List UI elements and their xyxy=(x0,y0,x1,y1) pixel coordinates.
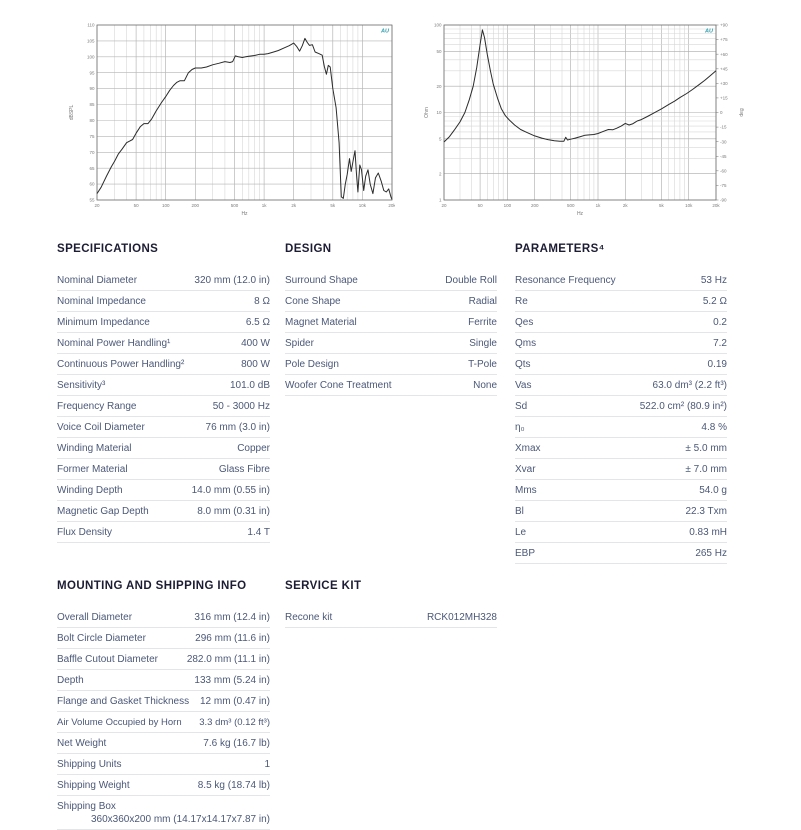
spec-row-label: Depth xyxy=(57,675,84,686)
spec-row-label: Xmax xyxy=(515,443,541,454)
svg-text:100: 100 xyxy=(86,54,95,60)
spec-row-value: Glass Fibre xyxy=(218,464,270,475)
spec-row xyxy=(285,607,497,628)
parameters-table xyxy=(515,270,727,564)
spec-row xyxy=(515,543,727,564)
spec-row-label: η₀ xyxy=(515,422,525,433)
spec-row-value: 8.5 kg (18.74 lb) xyxy=(197,780,270,791)
service-kit-table xyxy=(285,607,497,628)
spec-row xyxy=(57,501,270,522)
spec-row-label: Winding Material xyxy=(57,443,132,454)
spec-row-label: Bolt Circle Diameter xyxy=(57,633,146,644)
svg-text:500: 500 xyxy=(230,203,239,208)
spec-row-value: 0.2 xyxy=(713,317,727,328)
spec-row xyxy=(57,312,270,333)
frequency-response-plot xyxy=(60,10,395,218)
section-parameters xyxy=(515,243,727,564)
svg-text:2: 2 xyxy=(438,171,442,177)
svg-text:105: 105 xyxy=(86,38,95,44)
section-title-parameters: PARAMETERS⁴ xyxy=(515,243,605,255)
spec-row-value: 0.19 xyxy=(707,359,727,370)
svg-text:-90: -90 xyxy=(720,197,727,203)
svg-text:20k: 20k xyxy=(388,203,395,208)
frequency-response-chart xyxy=(60,10,395,218)
chart-logo: AU xyxy=(381,28,389,35)
svg-text:2k: 2k xyxy=(622,203,628,208)
svg-text:65: 65 xyxy=(89,165,95,171)
spec-row xyxy=(515,480,727,501)
spec-row-value: 320 mm (12.0 in) xyxy=(194,275,270,286)
spec-row xyxy=(57,396,270,417)
spec-row-label: Frequency Range xyxy=(57,401,137,412)
spec-row-value: 282.0 mm (11.1 in) xyxy=(186,654,270,665)
specifications-table xyxy=(57,270,270,543)
spec-row xyxy=(57,480,270,501)
svg-text:+60: +60 xyxy=(720,51,728,57)
spec-row xyxy=(285,333,497,354)
spec-row-label: Magnet Material xyxy=(285,317,357,328)
impedance-plot xyxy=(420,10,755,218)
svg-text:55: 55 xyxy=(89,197,95,203)
svg-text:-45: -45 xyxy=(720,153,727,159)
spec-row xyxy=(57,670,270,691)
spec-row-value: 800 W xyxy=(241,359,270,370)
section-title-specifications: SPECIFICATIONS xyxy=(57,243,159,255)
spec-row xyxy=(57,522,270,543)
section-mounting-shipping xyxy=(57,580,270,830)
spec-row-value: 8.0 mm (0.31 in) xyxy=(197,506,270,517)
svg-text:0: 0 xyxy=(720,110,723,116)
spec-row-label: Air Volume Occupied by Horn xyxy=(57,717,182,728)
spec-row-value: 133 mm (5.24 in) xyxy=(194,675,270,686)
spec-row-value: Radial xyxy=(468,296,497,307)
spec-row xyxy=(57,628,270,649)
spec-row-value: 296 mm (11.6 in) xyxy=(195,633,270,644)
svg-text:Hz: Hz xyxy=(241,211,248,217)
svg-text:1k: 1k xyxy=(595,203,601,208)
spec-row xyxy=(285,375,497,396)
spec-row xyxy=(57,354,270,375)
spec-row xyxy=(57,607,270,628)
svg-text:500: 500 xyxy=(566,203,575,208)
svg-text:-60: -60 xyxy=(720,168,727,174)
spec-row-value: 6.5 Ω xyxy=(245,317,270,328)
spec-row-value: 53 Hz xyxy=(700,275,727,286)
spec-row-value: 8 Ω xyxy=(254,296,270,307)
spec-row xyxy=(57,754,270,775)
spec-row xyxy=(515,291,727,312)
spec-row xyxy=(57,459,270,480)
spec-row xyxy=(515,438,727,459)
svg-text:100: 100 xyxy=(161,203,170,208)
svg-text:50: 50 xyxy=(477,203,483,208)
spec-row xyxy=(515,459,727,480)
spec-row-value: 4.8 % xyxy=(701,422,727,433)
spec-row-label: Continuous Power Handling² xyxy=(57,359,185,370)
spec-row-value: 0.83 mH xyxy=(689,527,727,538)
spec-row-label: Resonance Frequency xyxy=(515,275,616,286)
spec-row-label: Magnetic Gap Depth xyxy=(57,506,149,517)
spec-row-label: EBP xyxy=(515,548,536,559)
spec-row xyxy=(57,691,270,712)
spec-row-value: None xyxy=(473,380,497,391)
chart-logo: AU xyxy=(705,28,713,35)
spec-row xyxy=(57,712,270,733)
svg-text:deg: deg xyxy=(739,108,745,117)
spec-row-label: Cone Shape xyxy=(285,296,341,307)
svg-text:1: 1 xyxy=(438,197,442,203)
svg-text:20: 20 xyxy=(441,203,447,208)
spec-row xyxy=(515,522,727,543)
svg-text:+45: +45 xyxy=(720,66,728,72)
spec-row-label: Shipping Units xyxy=(57,759,122,770)
spec-row-value: 1.4 T xyxy=(247,527,270,538)
spec-row-value: 22.3 Txm xyxy=(685,506,727,517)
svg-text:10: 10 xyxy=(436,110,442,116)
section-design xyxy=(285,243,497,396)
spec-row-value: 5.2 Ω xyxy=(702,296,727,307)
spec-row xyxy=(515,375,727,396)
spec-row-label: Net Weight xyxy=(57,738,107,749)
spec-row-label: Shipping Box xyxy=(57,801,116,812)
spec-row-label: Flux Density xyxy=(57,527,113,538)
svg-text:+30: +30 xyxy=(720,80,728,86)
svg-text:Hz: Hz xyxy=(576,211,584,217)
spec-row-value: 522.0 cm² (80.9 in²) xyxy=(639,401,727,412)
spec-row-value: ± 5.0 mm xyxy=(685,443,727,454)
svg-text:10k: 10k xyxy=(358,203,367,208)
spec-row-value: 50 - 3000 Hz xyxy=(212,401,270,412)
spec-row-label: Qms xyxy=(515,338,537,349)
spec-row-label: Recone kit xyxy=(285,612,333,623)
spec-row-label: Flange and Gasket Thickness xyxy=(57,696,190,707)
spec-row-label: Xvar xyxy=(515,464,536,475)
spec-row-value: 14.0 mm (0.55 in) xyxy=(191,485,270,496)
svg-text:-30: -30 xyxy=(720,139,727,145)
svg-text:-15: -15 xyxy=(720,124,727,130)
section-title-design: DESIGN xyxy=(285,243,332,255)
svg-text:200: 200 xyxy=(191,203,200,208)
spec-row-value: T-Pole xyxy=(468,359,497,370)
svg-text:5k: 5k xyxy=(330,203,336,208)
spec-row-label: Sd xyxy=(515,401,528,412)
spec-row xyxy=(57,649,270,670)
spec-row-value: 3.3 dm³ (0.12 ft³) xyxy=(199,717,270,728)
spec-row xyxy=(515,312,727,333)
spec-row-label: Surround Shape xyxy=(285,275,358,286)
spec-row-value: Copper xyxy=(237,443,270,454)
spec-row xyxy=(515,354,727,375)
svg-text:85: 85 xyxy=(89,102,95,108)
spec-row-label: Overall Diameter xyxy=(57,612,133,623)
spec-row-value: ± 7.0 mm xyxy=(685,464,727,475)
section-title-service-kit: SERVICE KIT xyxy=(285,580,362,592)
spec-row-label: Vas xyxy=(515,380,532,391)
spec-row-label: Shipping Weight xyxy=(57,780,130,791)
svg-text:1k: 1k xyxy=(261,203,267,208)
frequency-response-curve xyxy=(97,38,392,199)
spec-row-label: Qts xyxy=(515,359,531,370)
spec-row xyxy=(285,312,497,333)
svg-text:5k: 5k xyxy=(659,203,664,208)
svg-text:10k: 10k xyxy=(685,203,693,208)
svg-text:200: 200 xyxy=(530,203,539,208)
spec-row-label: Le xyxy=(515,527,527,538)
svg-text:60: 60 xyxy=(89,181,95,187)
svg-text:2k: 2k xyxy=(291,203,297,208)
spec-row xyxy=(515,396,727,417)
spec-row-label: Spider xyxy=(285,338,314,349)
spec-row-value: Ferrite xyxy=(468,317,497,328)
spec-row xyxy=(285,354,497,375)
spec-row xyxy=(57,270,270,291)
spec-row xyxy=(57,333,270,354)
spec-row xyxy=(57,796,270,830)
spec-row-value: 101.0 dB xyxy=(229,380,270,391)
spec-row-label: Winding Depth xyxy=(57,485,123,496)
section-specifications xyxy=(57,243,270,543)
spec-row-label: Nominal Power Handling¹ xyxy=(57,338,171,349)
spec-row xyxy=(515,417,727,438)
svg-text:-75: -75 xyxy=(720,183,727,188)
spec-row-value: Single xyxy=(469,338,497,349)
svg-text:90: 90 xyxy=(89,86,95,92)
spec-row-value: Double Roll xyxy=(445,275,497,286)
spec-row xyxy=(57,291,270,312)
spec-row-label: Sensitivity³ xyxy=(57,380,106,391)
spec-row xyxy=(285,291,497,312)
spec-row-value: 316 mm (12.4 in) xyxy=(194,612,270,623)
spec-row-value: 76 mm (3.0 in) xyxy=(205,422,270,433)
spec-row xyxy=(57,775,270,796)
spec-row-value: 12 mm (0.47 in) xyxy=(199,696,270,707)
svg-text:75: 75 xyxy=(89,134,95,139)
spec-row xyxy=(515,270,727,291)
spec-row-label: Mms xyxy=(515,485,537,496)
spec-row xyxy=(515,333,727,354)
spec-row-label: Pole Design xyxy=(285,359,339,370)
spec-row xyxy=(57,438,270,459)
svg-text:70: 70 xyxy=(89,149,95,155)
spec-row-label: Bl xyxy=(515,506,524,517)
svg-text:20k: 20k xyxy=(712,203,720,208)
svg-text:Ohm: Ohm xyxy=(424,107,430,118)
spec-row-label: Former Material xyxy=(57,464,128,475)
svg-text:80: 80 xyxy=(89,118,95,124)
svg-text:110: 110 xyxy=(87,22,95,28)
svg-text:20: 20 xyxy=(436,83,442,89)
svg-text:+90: +90 xyxy=(720,22,728,28)
spec-row-label: Re xyxy=(515,296,528,307)
svg-text:95: 95 xyxy=(89,70,95,76)
svg-text:100: 100 xyxy=(503,203,512,208)
design-table xyxy=(285,270,497,396)
spec-row-value: RCK012MH328 xyxy=(426,612,497,623)
section-title-mounting-shipping: MOUNTING AND SHIPPING INFO xyxy=(57,580,247,592)
spec-row-label: Woofer Cone Treatment xyxy=(285,380,392,391)
spec-row-label: Nominal Impedance xyxy=(57,296,146,307)
spec-row-value: 7.2 xyxy=(713,338,727,349)
spec-row-label: Nominal Diameter xyxy=(57,275,138,286)
section-service-kit xyxy=(285,580,497,628)
svg-text:+75: +75 xyxy=(720,37,728,43)
spec-row xyxy=(57,733,270,754)
spec-row-value: 360x360x200 mm (14.17x14.17x7.87 in) xyxy=(90,814,270,825)
spec-row xyxy=(515,501,727,522)
spec-row-value: 7.6 kg (16.7 lb) xyxy=(203,738,270,749)
svg-text:dBSPL: dBSPL xyxy=(69,104,75,121)
spec-row-value: 400 W xyxy=(241,338,270,349)
spec-row-label: Baffle Cutout Diameter xyxy=(57,654,158,665)
spec-row xyxy=(57,375,270,396)
spec-row-label: Minimum Impedance xyxy=(57,317,150,328)
spec-row-value: 63.0 dm³ (2.2 ft³) xyxy=(652,380,727,391)
svg-text:100: 100 xyxy=(433,22,442,28)
spec-row xyxy=(57,417,270,438)
svg-text:5: 5 xyxy=(438,136,442,142)
mounting-shipping-table xyxy=(57,607,270,830)
svg-text:20: 20 xyxy=(94,203,100,208)
spec-row-value: 265 Hz xyxy=(695,548,727,559)
spec-row-label: Qes xyxy=(515,317,534,328)
spec-row-value: 54.0 g xyxy=(699,485,727,496)
svg-text:+15: +15 xyxy=(720,95,728,101)
svg-text:50: 50 xyxy=(133,203,139,208)
svg-text:50: 50 xyxy=(436,48,442,54)
spec-row-value: 1 xyxy=(264,759,270,770)
spec-row-label: Voice Coil Diameter xyxy=(57,422,145,433)
spec-row xyxy=(285,270,497,291)
impedance-chart xyxy=(420,10,755,218)
